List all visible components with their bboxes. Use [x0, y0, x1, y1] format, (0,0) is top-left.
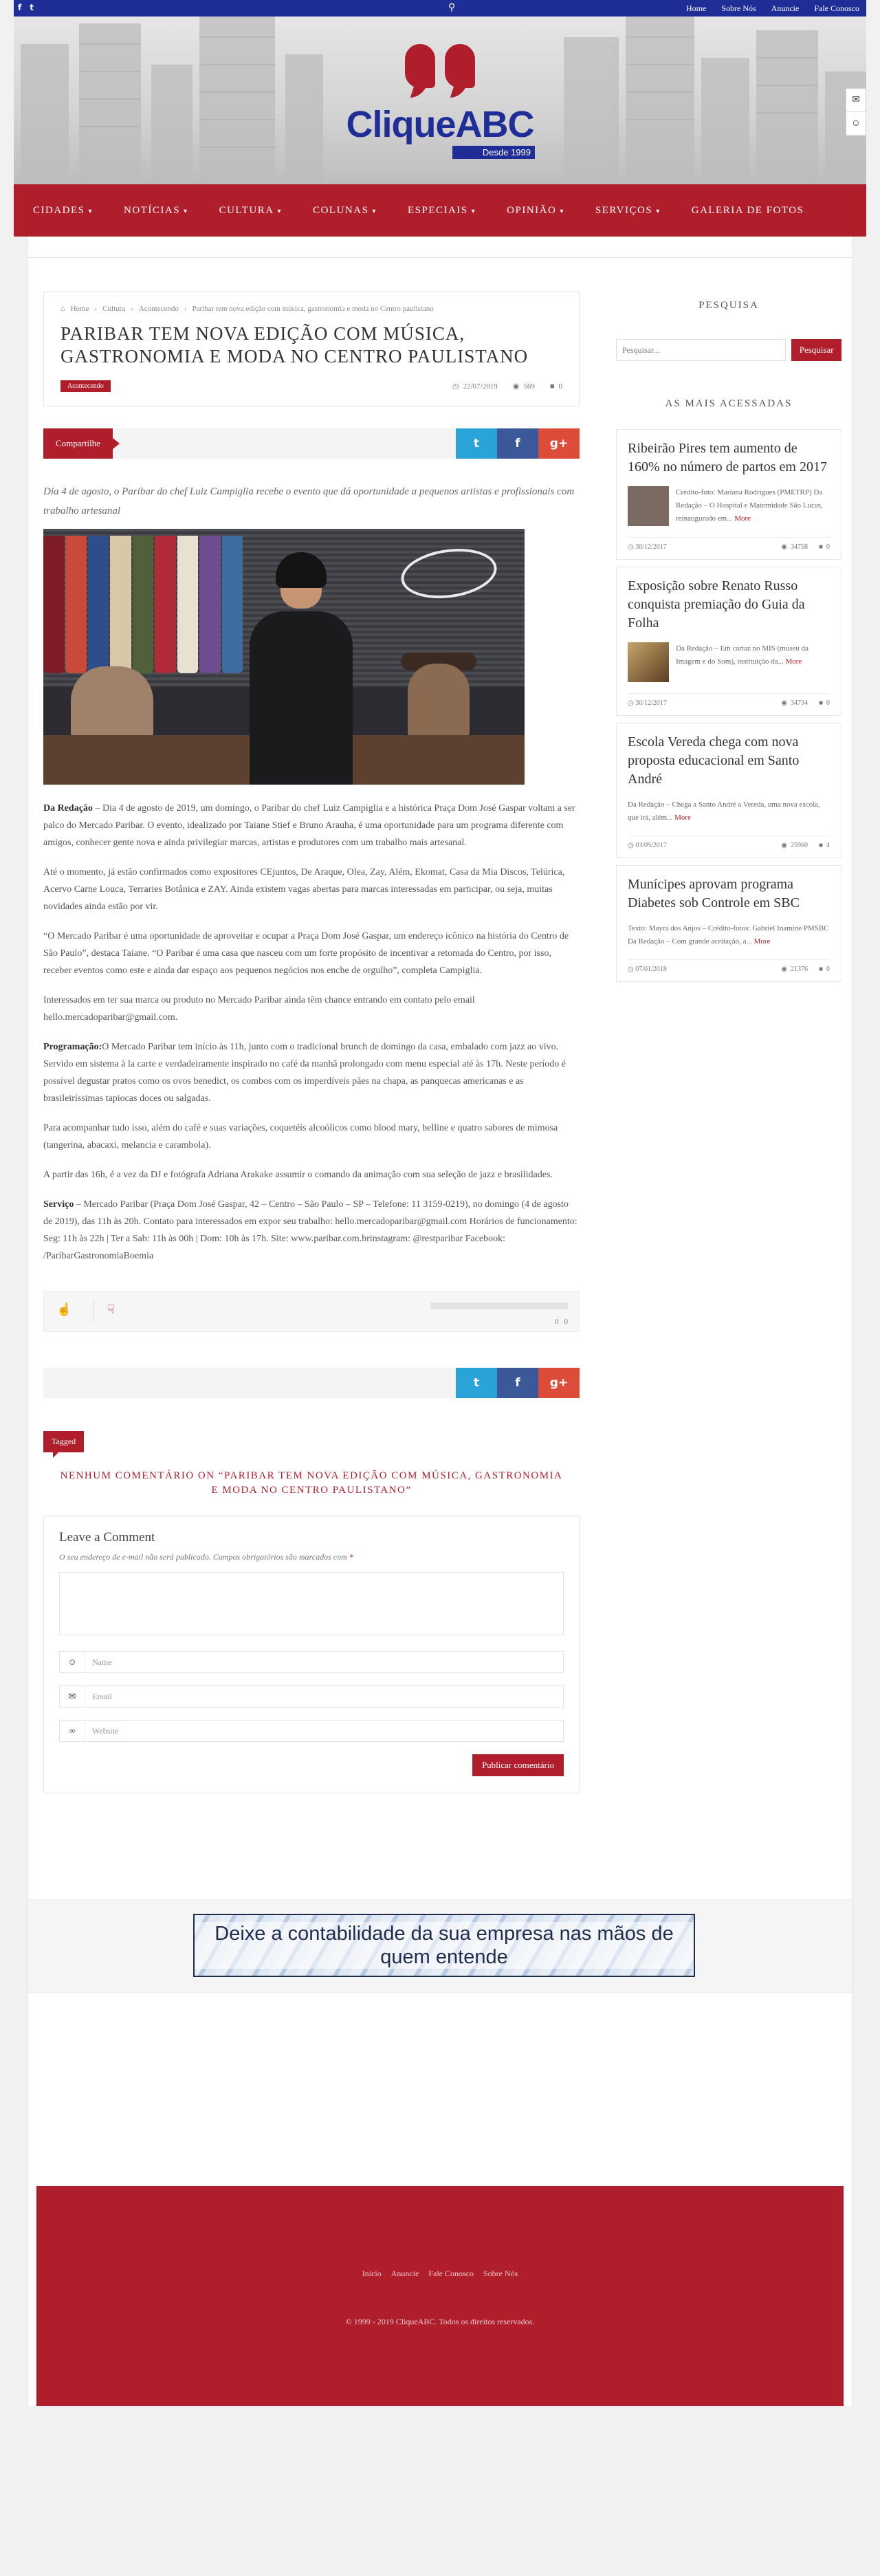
- site-footer: [36, 2186, 844, 2406]
- comment-icon: ■: [818, 699, 823, 707]
- rating-counts: [555, 1318, 568, 1326]
- post-meta: ◷ 03/09/2017 ◉ 25960 ■ 4: [628, 836, 830, 849]
- post-excerpt: Da Redação – Chega a Santo André a Vereda, uma nova escola, que irá, além... More: [628, 800, 820, 822]
- eye-icon: ◉: [781, 842, 787, 849]
- breadcrumb-separator: ›: [184, 305, 187, 313]
- search-input[interactable]: [616, 339, 786, 361]
- nav-item-galeria[interactable]: GALERIA DE FOTOS: [691, 204, 804, 216]
- facebook-icon[interactable]: f: [18, 3, 22, 12]
- article-paragraph: Serviço – Mercado Paribar (Praça Dom José Gaspar, 42 – Centro – São Paulo – SP – Telefone: 11 3159-0219), no domingo (4 de agosto de 2019), das 11h às 20h. Contato para interessados em expor seu trabalho: hello.mercadoparibar@gmail.com Horários de funcionamento: Seg: 11h às 22h | Ter a Sab: 11h às 00h | Dom: 10h às 17h. Site: www.paribar.com.brinstagram: @restparibar Facebook: /ParibarGastronomiaBoemia: [43, 1199, 578, 1261]
- breadcrumb-acontecendo[interactable]: Acontecendo: [138, 305, 179, 313]
- dislike-count: 0: [564, 1318, 568, 1326]
- envelope-icon: ✉: [60, 1686, 85, 1707]
- share-twitter-button[interactable]: [456, 428, 497, 459]
- popular-post[interactable]: [616, 723, 842, 858]
- popular-post[interactable]: [616, 567, 842, 716]
- comments-title: NENHUM COMENTÁRIO ON “PARIBAR TEM NOVA EDIÇÃO COM MÚSICA, GASTRONOMIA E MODA NO CENTRO PAULISTANO”: [60, 1470, 563, 1496]
- rating-box: [43, 1291, 580, 1332]
- top-links: [686, 3, 859, 14]
- comment-form-heading: Leave a Comment: [59, 1530, 155, 1544]
- read-more-link[interactable]: More: [785, 657, 802, 666]
- article-paragraph: “O Mercado Paribar é uma oportunidade de aproveitar e ocupar a Praça Dom José Gaspar, um endereço icônico na história do Centro de São Paulo”, destaca Taiane. “O Paribar é uma casa que nasceu com um forte propósito de incentivar a retomada do Centro, por isso, receber eventos como este e ainda dar espaço aos pequenos negócios nos enche de orgulho”, completa Campiglia.: [43, 931, 569, 976]
- comment-form-note: O seu endereço de e-mail não será publicado. Campos obrigatórios são marcados com *: [59, 1552, 353, 1562]
- user-icon: ☺: [60, 1652, 85, 1672]
- share-label: Compartilhe: [43, 428, 113, 459]
- article-date: 22/07/2019: [463, 382, 498, 391]
- divider: [28, 257, 852, 258]
- logo-quote-marks: [330, 44, 550, 88]
- user-icon[interactable]: ☺: [846, 112, 866, 135]
- chevron-down-icon: ▾: [656, 207, 661, 215]
- top-link-contact[interactable]: Fale Conosco: [814, 3, 859, 13]
- nav-item-opiniao[interactable]: OPINIÃO ▾: [507, 204, 564, 216]
- twitter-icon[interactable]: t: [30, 3, 34, 12]
- read-more-link[interactable]: More: [674, 814, 691, 822]
- article-paragraph: Da Redação – Dia 4 de agosto de 2019, um domingo, o Paribar do chef Luiz Campiglia e a histórica Praça Dom José Gaspar voltam a ser palco do Mercado Paribar. O evento, idealizado por Taiane Stief e Bruno Arauha, é uma oportunidade para um programa diferente com amigos, conhecer gente nova e ainda privilegiar marcas, artistas e produtores com um trabalho mais artesanal.: [43, 803, 575, 848]
- mail-icon[interactable]: ✉: [846, 89, 866, 112]
- popular-post-title[interactable]: Exposição sobre Renato Russo conquista premiação do Guia da Folha: [628, 578, 805, 631]
- article-paragraph: Para acompanhar tudo isso, além do café e suas variações, coquetéis alcoólicos como blood mary, belline e quatro sabores de mimosa (tangerina, abacaxi, melancia e carambola).: [43, 1123, 558, 1150]
- share-bar-bottom: [43, 1368, 580, 1398]
- google-plus-icon: g+: [549, 437, 569, 450]
- like-count: 0: [555, 1318, 559, 1326]
- facebook-icon: f: [515, 437, 520, 450]
- share-gplus-button[interactable]: [538, 1368, 580, 1398]
- search-icon[interactable]: ⚲: [448, 3, 456, 13]
- eye-icon: ◉: [781, 543, 787, 551]
- share-bar-top: [43, 428, 580, 459]
- post-thumbnail[interactable]: [628, 486, 669, 526]
- article-paragraph: Até o momento, já estão confirmados como expositores CEjuntos, De Araque, Olea, Zay, Além, Ekomat, Casa da Mia Discos, Telúrica, Acervo Carne Louca, Terraries Botânica e ZAY. Ainda existem vagas abertas para marcas interessadas em participar, ou seja, muitas novidades ainda estão por vir.: [43, 867, 565, 912]
- sidebar: [616, 292, 842, 982]
- thumbs-up-icon[interactable]: ☝: [56, 1302, 72, 1316]
- nav-item-cidades[interactable]: CIDADES ▾: [33, 204, 94, 216]
- website-field[interactable]: [85, 1721, 563, 1741]
- article-comment-count: 0: [558, 382, 562, 391]
- read-more-link[interactable]: More: [754, 937, 771, 946]
- popular-widget-title: AS MAIS ACESSADAS: [665, 398, 793, 409]
- post-meta: ◷ 30/12/2017 ◉ 34734 ■ 0: [628, 693, 830, 707]
- share-twitter-button[interactable]: [456, 1368, 497, 1398]
- ad-banner[interactable]: [193, 1914, 695, 1977]
- article-paragraph: Programação:O Mercado Paribar tem início às 11h, junto com o tradicional brunch de domingo da casa, embalado com jazz ao vivo. Servido em sistema à la carte e verdadeiramente inspirado no café da manhã prolongado com menu especial até às 17h. Neste período é possível degustar pratos como os ovos benedict, os combos com os imperdíveis pães na chapa, as panquecas americanas e as brasileiríssimas tapiocas doces ou salgadas.: [43, 1042, 566, 1104]
- breadcrumb-current: Paribar tem nova edição com música, gastronomia e moda no Centro paulistano: [192, 305, 434, 313]
- clock-icon: ◷: [628, 965, 636, 973]
- article-views: 569: [523, 382, 535, 391]
- chevron-down-icon: ▾: [560, 207, 564, 215]
- link-icon: ∞: [60, 1721, 85, 1741]
- tagged-label: Tagged: [43, 1431, 84, 1452]
- comment-icon: ■: [818, 842, 823, 849]
- nav-item-noticias[interactable]: NOTÍCIAS ▾: [124, 204, 188, 216]
- rating-bar: [430, 1302, 568, 1309]
- post-meta: ◷ 30/12/2017 ◉ 34758 ■ 0: [628, 537, 830, 551]
- post-excerpt: Texto: Mayra dos Anjos – Crédito-fotos: Gabriel Inamine PMSBC Da Redação – Com grande aceitação, a... More: [628, 924, 829, 946]
- post-meta: ◷ 07/01/2018 ◉ 21376 ■ 0: [628, 959, 830, 973]
- submit-comment-button[interactable]: Publicar comentário: [472, 1754, 564, 1776]
- share-gplus-button[interactable]: [538, 428, 580, 459]
- article-meta: [60, 380, 562, 392]
- twitter-icon: t: [473, 1376, 480, 1390]
- popular-post[interactable]: [616, 865, 842, 982]
- google-plus-icon: g+: [549, 1376, 569, 1390]
- logo-brand-name: CliqueABC: [346, 104, 534, 145]
- page-body: [28, 237, 852, 2406]
- chevron-down-icon: ▾: [184, 207, 188, 215]
- ad-banner-text: Deixe a contabilidade da sua empresa nas mãos de quem entende: [195, 1922, 694, 1969]
- category-badge[interactable]: Acontecendo: [60, 380, 111, 392]
- nav-item-cultura[interactable]: CULTURA ▾: [219, 204, 283, 216]
- footer-copyright: © 1999 - 2019 CliqueABC. Todos os direitos reservados.: [345, 2317, 535, 2326]
- search-button[interactable]: Pesquisar: [791, 339, 842, 361]
- main-nav: [14, 184, 866, 237]
- page-title: PARIBAR TEM NOVA EDIÇÃO COM MÚSICA, GASTRONOMIA E MODA NO CENTRO PAULISTANO: [60, 323, 529, 367]
- chevron-down-icon: ▾: [88, 207, 94, 215]
- chevron-down-icon: ▾: [471, 207, 476, 215]
- top-bar: [14, 0, 866, 17]
- nav-item-servicos[interactable]: SERVIÇOS ▾: [595, 204, 661, 216]
- comment-icon: ■: [818, 965, 823, 973]
- eye-icon: ◉: [781, 965, 787, 973]
- comment-icon: ■: [818, 543, 823, 551]
- eye-icon: ◉: [781, 699, 787, 707]
- ad-strip: [28, 1899, 852, 1993]
- footer-link-contact[interactable]: Fale Conosco: [428, 2269, 474, 2278]
- read-more-link[interactable]: More: [734, 514, 751, 523]
- article-paragraph: A partir das 16h, é a vez da DJ e fotógrafa Adriana Arakake assumir o comando da animação com sua seleção de jazz e brasilidades.: [43, 1170, 553, 1180]
- popular-post[interactable]: [616, 429, 842, 560]
- website-field-wrap: [59, 1720, 564, 1742]
- article-lead: Dia 4 de agosto, o Paribar do chef Luiz Campiglia recebe o evento que dá oportunidade a pequenos artistas e profissionais com trabalho artesanal: [43, 486, 575, 516]
- nav-item-especiais[interactable]: ESPECIAIS ▾: [407, 204, 476, 216]
- floating-tools: [846, 88, 866, 136]
- popular-post-title[interactable]: Munícipes aprovam programa Diabetes sob Controle em SBC: [628, 877, 800, 910]
- breadcrumb-cultura[interactable]: Cultura: [102, 305, 126, 313]
- article-column: [43, 292, 580, 1793]
- nav-item-colunas[interactable]: COLUNAS ▾: [313, 204, 377, 216]
- email-field[interactable]: [85, 1686, 563, 1707]
- comment-textarea[interactable]: [59, 1572, 564, 1635]
- search-widget: [616, 339, 842, 361]
- comment-form: [43, 1516, 580, 1793]
- footer-links: [36, 2269, 844, 2279]
- chevron-down-icon: ▾: [277, 207, 283, 215]
- breadcrumb-separator: ›: [94, 305, 98, 313]
- logo-since: Desde 1999: [452, 146, 535, 159]
- clock-icon: ◷: [628, 842, 636, 849]
- footer-link-advertise[interactable]: Anuncie: [390, 2269, 419, 2278]
- comment-icon: ■: [549, 382, 555, 391]
- footer-link-home[interactable]: Início: [362, 2269, 382, 2278]
- popular-post-title[interactable]: Ribeirão Pires tem aumento de 160% no número de partos em 2017: [628, 441, 827, 474]
- clock-icon: ◷: [452, 382, 459, 391]
- twitter-icon: t: [473, 437, 480, 450]
- post-excerpt: Crédito-foto: Mariana Rodrigues (PMETRP) Da Redação – O Hospital e Maternidade São Lucas, reinaugurado em... More: [676, 488, 823, 523]
- breadcrumb-home[interactable]: Home: [70, 305, 89, 313]
- site-logo[interactable]: [330, 44, 550, 161]
- article-body: [43, 800, 580, 1265]
- footer-link-about[interactable]: Sobre Nós: [483, 2269, 518, 2278]
- social-links: [18, 3, 34, 12]
- site-header: [14, 17, 866, 184]
- name-field-wrap: [59, 1651, 564, 1673]
- email-field-wrap: [59, 1685, 564, 1707]
- post-thumbnail[interactable]: [628, 642, 669, 682]
- clock-icon: ◷: [628, 543, 636, 551]
- popular-post-title[interactable]: Escola Vereda chega com nova proposta educacional em Santo André: [628, 734, 800, 787]
- share-facebook-button[interactable]: [497, 428, 538, 459]
- share-facebook-button[interactable]: [497, 1368, 538, 1398]
- clock-icon: ◷: [628, 699, 636, 707]
- home-icon: ⌂: [60, 305, 65, 313]
- thumbs-down-icon[interactable]: ☟: [107, 1302, 115, 1316]
- name-field[interactable]: [85, 1652, 563, 1672]
- facebook-icon: f: [515, 1376, 520, 1390]
- top-link-advertise[interactable]: Anuncie: [771, 3, 800, 13]
- article-photo: [43, 529, 525, 785]
- breadcrumb: [60, 305, 562, 313]
- article-paragraph: Interessados em ter sua marca ou produto no Mercado Paribar ainda têm chance entrando em contato pelo email hello.mercadoparibar@gmail.com.: [43, 995, 475, 1023]
- breadcrumb-separator: ›: [131, 305, 133, 313]
- eye-icon: ◉: [512, 382, 520, 391]
- chevron-down-icon: ▾: [372, 207, 377, 215]
- article-header: [43, 292, 580, 406]
- post-excerpt: Da Redação – Em cartaz no MIS (museu da Imagem e do Som), instituição da... More: [676, 644, 809, 666]
- search-widget-title: PESQUISA: [698, 300, 759, 311]
- top-link-home[interactable]: Home: [686, 3, 707, 13]
- top-link-about[interactable]: Sobre Nós: [721, 3, 756, 13]
